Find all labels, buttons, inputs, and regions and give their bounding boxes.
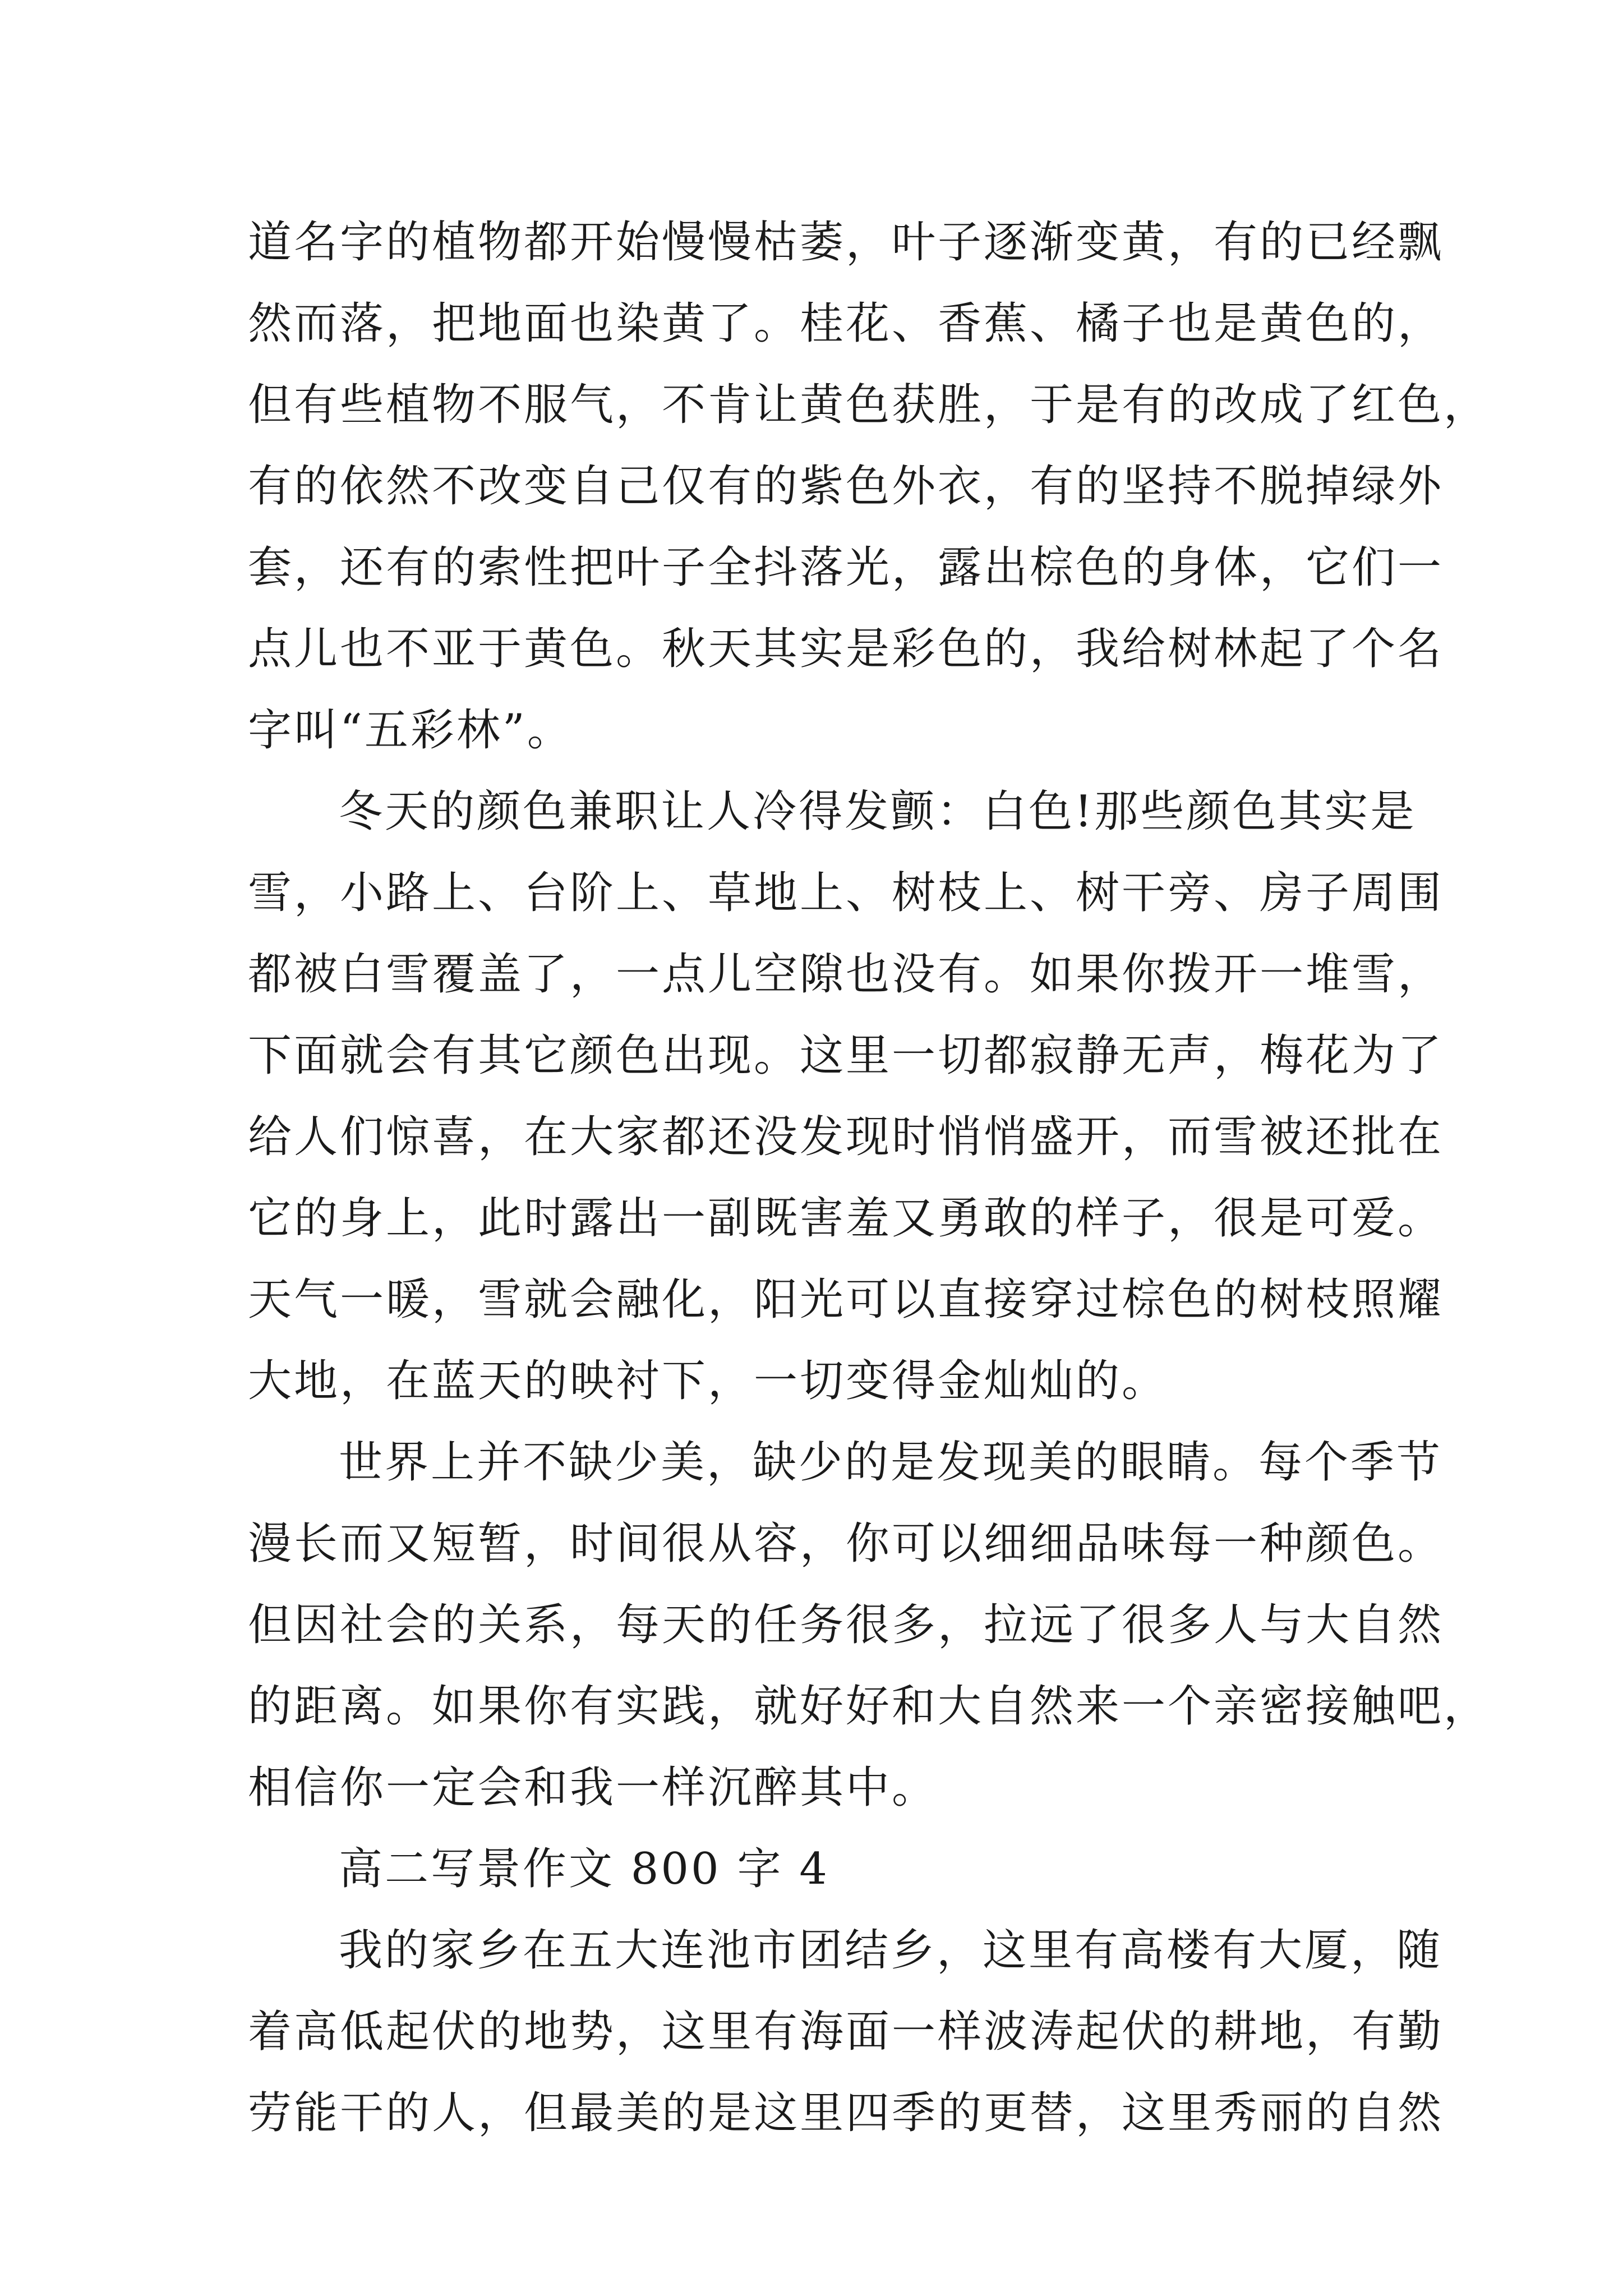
paragraph-first-line: 冬天的颜色兼职让人冷得发颤：白色!那些颜色其实是 bbox=[339, 786, 1417, 837]
text-line: 套，还有的索性把叶子全抖落光，露出棕色的身体，它们一 bbox=[248, 542, 1444, 593]
text-line: 下面就会有其它颜色出现。这里一切都寂静无声，梅花为了 bbox=[248, 1030, 1444, 1081]
text-line: 道名字的植物都开始慢慢枯萎，叶子逐渐变黄，有的已经飘 bbox=[248, 217, 1444, 268]
paragraph-first-line: 高二写景作文 800 字 4 bbox=[339, 1844, 829, 1894]
text-line: 但因社会的关系，每天的任务很多，拉远了很多人与大自然 bbox=[248, 1600, 1444, 1650]
text-line: 着高低起伏的地势，这里有海面一样波涛起伏的耕地，有勤 bbox=[248, 2007, 1444, 2057]
text-line: 有的依然不改变自己仅有的紫色外衣，有的坚持不脱掉绿外 bbox=[248, 461, 1444, 512]
text-line: 劳能干的人，但最美的是这里四季的更替，这里秀丽的自然 bbox=[248, 2088, 1444, 2138]
text-line: 给人们惊喜，在大家都还没发现时悄悄盛开，而雪被还批在 bbox=[248, 1112, 1444, 1162]
text-line: 点儿也不亚于黄色。秋天其实是彩色的，我给树林起了个名 bbox=[248, 624, 1444, 674]
paragraph-first-line: 我的家乡在五大连池市团结乡，这里有高楼有大厦，随 bbox=[339, 1925, 1443, 1976]
essay-text-body bbox=[248, 202, 1490, 2154]
text-line: 的距离。如果你有实践，就好好和大自然来一个亲密接触吧， bbox=[248, 1681, 1490, 1732]
text-line: 都被白雪覆盖了，一点儿空隙也没有。如果你拨开一堆雪， bbox=[248, 949, 1444, 1000]
text-line: 雪，小路上、台阶上、草地上、树枝上、树干旁、房子周围 bbox=[248, 868, 1444, 918]
text-line: 它的身上，此时露出一副既害羞又勇敢的样子，很是可爱。 bbox=[248, 1193, 1444, 1244]
text-line: 天气一暖，雪就会融化，阳光可以直接穿过棕色的树枝照耀 bbox=[248, 1274, 1444, 1325]
text-line: 字叫“五彩林”。 bbox=[248, 705, 573, 756]
text-line: 但有些植物不服气，不肯让黄色获胜，于是有的改成了红色， bbox=[248, 380, 1490, 430]
text-line: 漫长而又短暂，时间很从容，你可以细细品味每一种颜色。 bbox=[248, 1519, 1444, 1569]
text-line: 相信你一定会和我一样沉醉其中。 bbox=[248, 1763, 938, 1813]
text-line: 大地，在蓝天的映衬下，一切变得金灿灿的。 bbox=[248, 1356, 1168, 1406]
text-line: 然而落，把地面也染黄了。桂花、香蕉、橘子也是黄色的， bbox=[248, 298, 1444, 349]
paragraph-first-line: 世界上并不缺少美，缺少的是发现美的眼睛。每个季节 bbox=[339, 1437, 1443, 1488]
